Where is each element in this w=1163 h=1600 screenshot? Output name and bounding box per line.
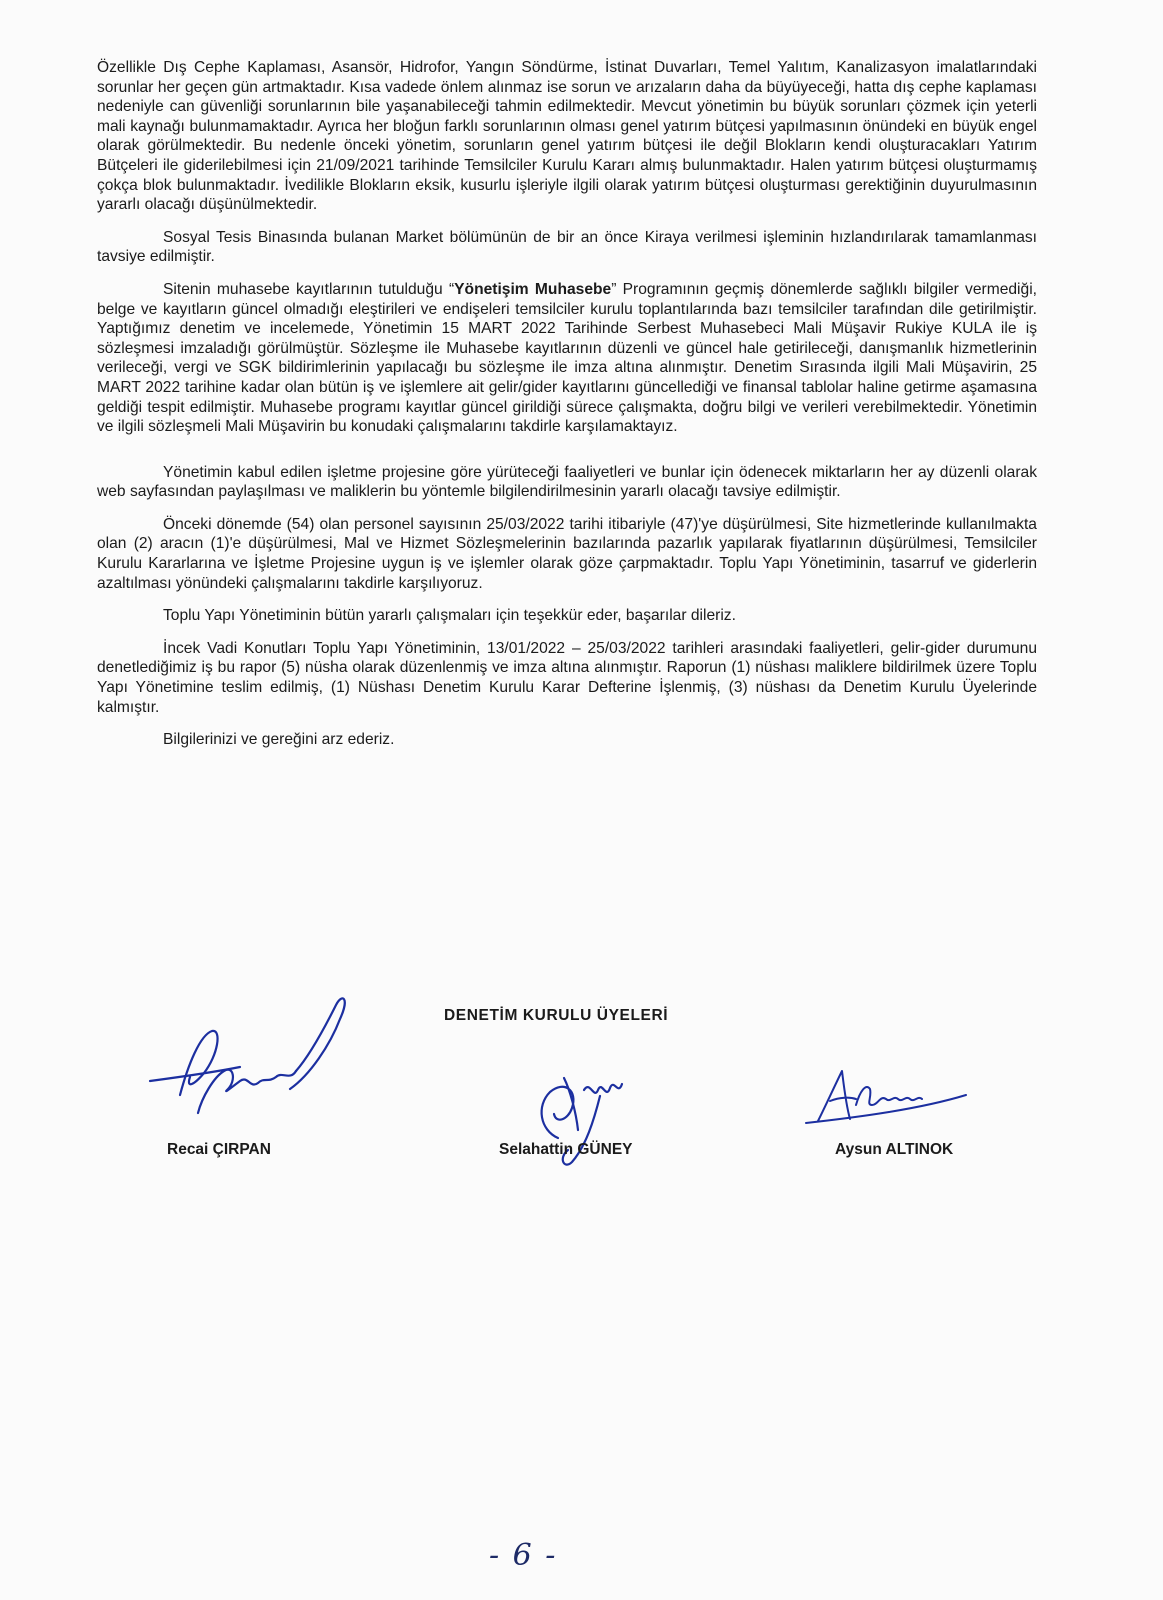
accounting-text-before: Sitenin muhasebe kayıtlarının tutulduğu “ [163, 280, 455, 298]
page-number: - 6 - [489, 1538, 558, 1573]
signer-aysun-altinok: Aysun ALTINOK [835, 1141, 954, 1158]
signature-recai-cirpan [140, 985, 360, 1135]
signer-selahattin-guney: Selahattin GÜNEY [499, 1141, 633, 1158]
paragraph-market-rental: Sosyal Tesis Binasında bulanan Market bölümünün de bir an önce Kiraya verilmesi işleminin hızlandırılarak tamamlanması tavsiye edilmiştir. [97, 228, 1037, 266]
signature-aysun-altinok [800, 1065, 970, 1135]
paragraph-personnel-reduction: Önceki dönemde (54) olan personel sayısının 25/03/2022 tarihi itibariyle (47)'ye düşürülmesi, Site hizmetlerinde kullanılmakta olan (2) aracın (1)'e düşürülmesi, Mal ve Hizmet Sözleşmelerinin bazılarında pazarlık yapılarak fiyatlarının düşürülmesi, Temsilciler Kurulu Kararlarına ve İşletme Projesine uygun iş ve işlemler olarak göze çarpmaktadır. Toplu Yapı Yönetiminin, tasarruf ve giderlerin azaltılması yönündeki çalışmalarını takdirle karşılıyoruz. [97, 515, 1037, 592]
paragraph-web-publishing: Yönetimin kabul edilen işletme projesine göre yürüteceği faaliyetleri ve bunlar için ödenecek miktarların her ay düzenli olarak web sayfasından paylaşılması ve maliklerin bu yöntemle bilgilendirilmesinin yararlı olacağı tavsiye edilmiştir. [97, 463, 1037, 501]
paragraph-accounting-program [97, 280, 1037, 437]
paragraph-building-problems: Özellikle Dış Cephe Kaplaması, Asansör, Hidrofor, Yangın Söndürme, İstinat Duvarları, Temel Yalıtım, Kanalizasyon imalatlarındaki sorunlar her geçen gün artmaktadır. Kısa vadede önlem alınmaz ise sorun ve arızaların daha da büyüyeceği, hatta dış cephe kaplaması nedeniyle can güvenliği sorunlarının bile yaşanabileceği tahmin edilmektedir. Mevcut yönetimin bu büyük sorunları çözmek için yeterli mali kaynağı bulunmamaktadır. Ayrıca her bloğun farklı sorunlarının olması genel yatırım bütçesi yapılmasının önündeki en büyük engel olarak görülmektedir. Bu nedenle önceki yönetim, sorunların genel yatırım bütçesi ile değil Blokların kendi oluşturacakları Yatırım Bütçeleri ile giderilebilmesi için 21/09/2021 tarihinde Temsilciler Kurulu Kararı almış bulunmaktadır. Halen yatırım bütçesi oluşturmamış çokça blok bulunmaktadır. İvedilikle Blokların eksik, kusurlu işleriyle ilgili olarak yatırım bütçesi oluşturması gerektiğinin duyurulmasının yararlı olacağı düşünülmektedir. [97, 59, 1037, 214]
accounting-program-name: Yönetişim Muhasebe [454, 280, 612, 298]
accounting-text-after: ” Programının geçmiş dönemlerde sağlıklı bilgiler vermediği, belge ve kayıtların güncel olmadığı eleştirileri ve endişeleri temsilciler kurulu toplantılarında bazı temsilciler tarafından dile getirilmiştir. Yaptığımız denetim ve incelemede, Yönetimin 15 MART 2022 Tarihinde Serbest Muhasebeci Mali Müşavir Rukiye KULA ile iş sözleşmesi imzaladığı görülmüştür. Sözleşme ile Muhasebe kayıtlarının düzenli ve güncel hale getirileceği, danışmanlık hizmetlerinin verileceği, vergi ve SGK bildirimlerinin yapılacağı bu sözleşme ile imza altına alınmıştır. Denetim Sırasında ilgili Mali Müşavirin, 25 MART 2022 tarihine kadar olan bütün iş ve işlemlere ait gelir/gider kayıtlarını güncellediği ve finansal tablolar haline getirme aşamasına geldiği tespit edilmiştir. Muhasebe programı kayıtlar güncel girildiği sürece çalışmakta, doğru bilgi ve verileri verebilmektedir. Yönetimin ve ilgili sözleşmeli Mali Müşavirin bu konudaki çalışmalarını takdirle karşılamaktayız. [97, 280, 1037, 436]
signature-selahattin-guney [520, 1050, 650, 1180]
audit-board-title: DENETİM KURULU ÜYELERİ [444, 1007, 669, 1024]
paragraph-closing: Bilgilerinizi ve gereğini arz ederiz. [163, 731, 395, 749]
report-body [97, 58, 1037, 763]
paragraph-thanks: Toplu Yapı Yönetiminin bütün yararlı çalışmaları için teşekkür eder, başarılar dileriz. [163, 607, 736, 625]
signer-recai-cirpan: Recai ÇIRPAN [167, 1141, 271, 1158]
paragraph-report-copies: İncek Vadi Konutları Toplu Yapı Yönetiminin, 13/01/2022 – 25/03/2022 tarihleri arasındaki faaliyetleri, gelir-gider durumunu denetlediğimiz iş bu rapor (5) nüsha olarak düzenlenmiş ve imza altına alınmıştır. Raporun (1) nüshası maliklere bildirilmek üzere Toplu Yapı Yönetimine teslim edilmiş, (1) Nüshası Denetim Kurulu Karar Defterine İşlenmiş, (3) nüshası da Denetim Kurulu Üyelerinde kalmıştır. [97, 639, 1037, 716]
